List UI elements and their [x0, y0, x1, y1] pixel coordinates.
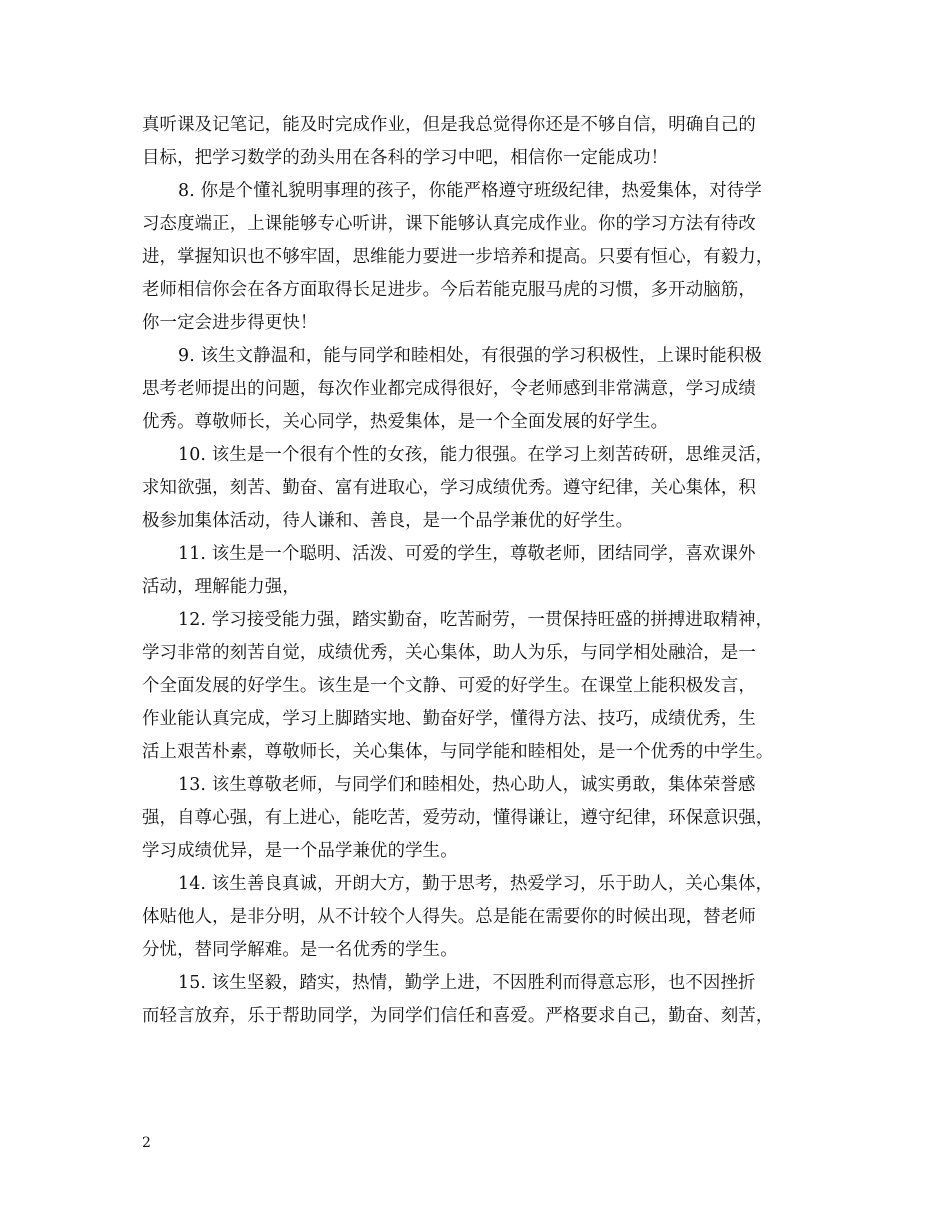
text-line: 学习非常的刻苦自觉，成绩优秀，关心集体，助人为乐，与同学相处融洽，是一 — [142, 643, 756, 663]
list-item-8-start: 8. 你是个懂礼貌明事理的孩子，你能严格遵守班级纪律，热爱集体，对待学 — [178, 181, 762, 201]
text-line: 目标，把学习数学的劲头用在各科的学习中吧，相信你一定能成功！ — [142, 148, 669, 168]
list-item-9-start: 9. 该生文静温和，能与同学和睦相处，有很强的学习积极性，上课时能积极 — [178, 346, 762, 366]
text-line: 而轻言放弃，乐于帮助同学，为同学们信任和喜爱。严格要求自己，勤奋、刻苦， — [142, 1006, 774, 1026]
list-item-14-start: 14. 该生善良真诚，开朗大方，勤于思考，热爱学习，乐于助人，关心集体， — [178, 874, 774, 894]
list-item-11-start: 11. 该生是一个聪明、活泼、可爱的学生，尊敬老师，团结同学，喜欢课外 — [178, 544, 756, 564]
text-line: 极参加集体活动，待人谦和、善良，是一个品学兼优的好学生。 — [142, 511, 634, 531]
text-line: 作业能认真完成，学习上脚踏实地、勤奋好学，懂得方法、技巧，成绩优秀，生 — [142, 709, 756, 729]
list-item-13-start: 13. 该生尊敬老师，与同学们和睦相处，热心助人，诚实勇敢，集体荣誉感 — [178, 775, 756, 795]
text-line: 求知欲强，刻苦、勤奋、富有进取心，学习成绩优秀。遵守纪律，关心集体，积 — [142, 478, 756, 498]
text-line: 个全面发展的好学生。该生是一个文静、可爱的好学生。在课堂上能积极发言， — [142, 676, 756, 696]
text-line: 体贴他人，是非分明，从不计较个人得失。总是能在需要你的时候出现，替老师 — [142, 907, 756, 927]
page-number: 2 — [142, 1135, 151, 1151]
text-line: 你一定会进步得更快！ — [142, 313, 318, 333]
text-line: 思考老师提出的问题，每次作业都完成得很好，令老师感到非常满意，学习成绩 — [142, 379, 756, 399]
text-line: 活动，理解能力强， — [142, 577, 300, 597]
text-line: 老师相信你会在各方面取得长足进步。今后若能克服马虎的习惯，多开动脑筋， — [142, 280, 756, 300]
list-item-15-start: 15. 该生坚毅，踏实，热情，勤学上进，不因胜利而得意忘形，也不因挫折 — [178, 973, 756, 993]
text-line: 进，掌握知识也不够牢固，思维能力要进一步培养和提高。只要有恒心，有毅力， — [142, 247, 774, 267]
list-item-12-start: 12. 学习接受能力强，踏实勤奋，吃苦耐劳，一贯保持旺盛的拼搏进取精神， — [178, 610, 774, 630]
text-line: 分忧，替同学解难。是一名优秀的学生。 — [142, 940, 458, 960]
text-line: 学习成绩优异，是一个品学兼优的学生。 — [142, 841, 458, 861]
text-line: 强，自尊心强，有上进心，能吃苦，爱劳动，懂得谦让，遵守纪律，环保意识强， — [142, 808, 774, 828]
text-line: 活上艰苦朴素，尊敬师长，关心集体，与同学能和睦相处，是一个优秀的中学生。 — [142, 742, 774, 762]
text-line: 习态度端正，上课能够专心听讲，课下能够认真完成作业。你的学习方法有待改 — [142, 214, 756, 234]
text-line: 真听课及记笔记，能及时完成作业，但是我总觉得你还是不够自信，明确自己的 — [142, 115, 756, 135]
list-item-10-start: 10. 该生是一个很有个性的女孩，能力很强。在学习上刻苦砖研，思维灵活， — [178, 445, 774, 465]
text-line: 优秀。尊敬师长，关心同学，热爱集体，是一个全面发展的好学生。 — [142, 412, 669, 432]
